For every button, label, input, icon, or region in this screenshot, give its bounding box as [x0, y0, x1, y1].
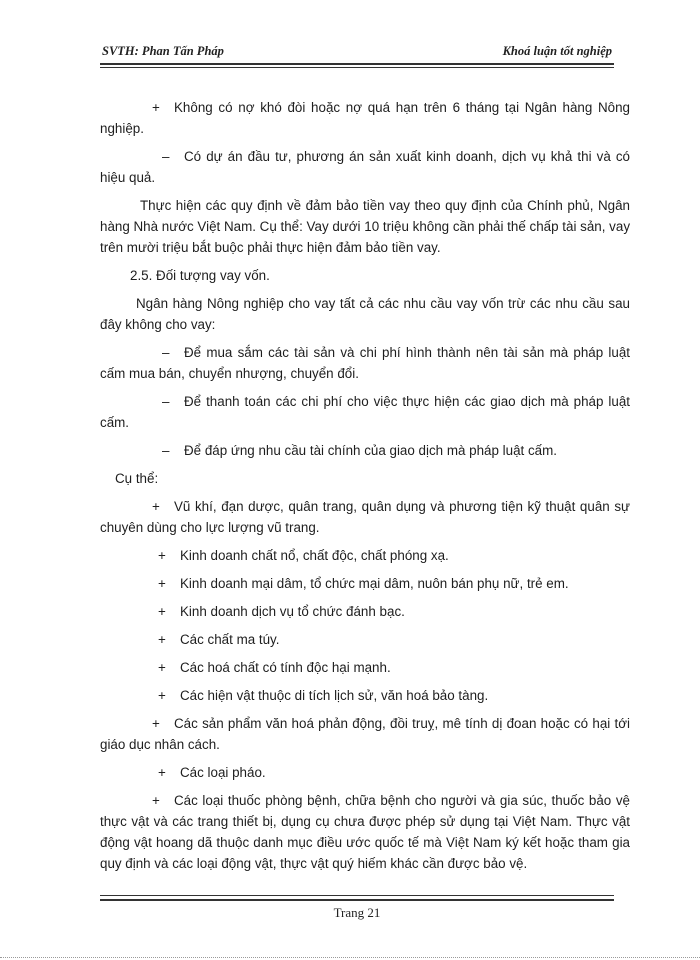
plus-bullet: +: [152, 100, 160, 115]
list-item: [100, 657, 630, 678]
plus-bullet: +: [158, 765, 166, 780]
header-author: SVTH: Phan Tấn Pháp: [102, 44, 224, 58]
list-item: [100, 713, 630, 755]
plus-bullet: +: [158, 604, 166, 619]
list-item-text: Để đáp ứng nhu cầu tài chính của giao dịch mà pháp luật cấm.: [184, 443, 557, 458]
document-body: [100, 97, 630, 874]
list-item-text: Kinh doanh dịch vụ tổ chức đánh bạc.: [180, 604, 405, 619]
list-item-text: Vũ khí, đạn dược, quân trang, quân dụng và phương tiện kỹ thuật quân sự chuyên dùng cho lực lượng vũ trang.: [100, 499, 630, 535]
page-bottom-border: [0, 957, 700, 958]
dash-bullet: –: [162, 443, 170, 458]
footer-rule-bottom: [100, 899, 614, 901]
list-item: [100, 573, 630, 594]
page-header: [100, 40, 614, 62]
list-item-prohibited-assets: [100, 342, 630, 384]
list-item-prohibited-finance: [100, 440, 630, 461]
list-item: [100, 545, 630, 566]
list-item-text: Các loại thuốc phòng bệnh, chữa bệnh cho người và gia súc, thuốc bảo vệ thực vật và các trang thiết bị, dụng cụ chưa được phép sử dụng tại Việt Nam. Thực vật động vật hoang dã thuộc danh mục điều ước quốc tế mà Việt Nam ký kết hoặc tham gia quy định và các loại động vật, thực vật quý hiếm khác cần được bảo vệ.: [100, 793, 630, 871]
list-item-text: Kinh doanh mại dâm, tổ chức mại dâm, nuôn bán phụ nữ, trẻ em.: [180, 576, 569, 591]
label-cu-the: Cụ thể:: [115, 471, 159, 486]
page-number: Trang 21: [333, 905, 381, 920]
paragraph-investment-project: [100, 146, 630, 188]
list-item-text: Các loại pháo.: [180, 765, 266, 780]
plus-bullet: +: [152, 716, 160, 731]
paragraph-loan-purposes: Ngân hàng Nông nghiệp cho vay tất cả các nhu cầu vay vốn trừ các nhu cầu sau đây không cho vay:: [100, 296, 630, 332]
list-item-text: Các sản phẩm văn hoá phản động, đồi truỵ, mê tính dị đoan hoặc có hại tới giáo dục nhân cách.: [100, 716, 630, 752]
list-item-text: Để mua sắm các tài sản và chi phí hình thành nên tài sản mà pháp luật cấm mua bán, chuyển nhượng, chuyển đổi.: [100, 345, 630, 381]
section-heading: 2.5. Đối tượng vay vốn.: [130, 268, 270, 283]
plus-bullet: +: [158, 660, 166, 675]
header-rule-top: [100, 63, 614, 65]
header-title: Khoá luận tốt nghiệp: [502, 44, 612, 58]
list-item: [100, 629, 630, 650]
plus-bullet: +: [152, 793, 160, 808]
list-item-text: Để thanh toán các chi phí cho việc thực hiện các giao dịch mà pháp luật cấm.: [100, 394, 630, 430]
list-item: [100, 790, 630, 874]
plus-bullet: +: [158, 688, 166, 703]
paragraph-text: Không có nợ khó đòi hoặc nợ quá hạn trên 6 tháng tại Ngân hàng Nông nghiệp.: [100, 100, 630, 136]
list-item-prohibited-transactions: [100, 391, 630, 433]
list-item: [100, 762, 630, 783]
plus-bullet: +: [152, 499, 160, 514]
paragraph-loan-guarantee: Thực hiện các quy định về đảm bảo tiền vay theo quy định của Chính phủ, Ngân hàng Nhà nước Việt Nam. Cụ thể: Vay dưới 10 triệu không cần phải thế chấp tài sản, vay trên mười triệu bắt buộc phải thực hiện đảm bảo tiền vay.: [100, 198, 631, 255]
header-rule-bottom: [100, 67, 614, 68]
list-item-text: Các hoá chất có tính độc hại mạnh.: [180, 660, 391, 675]
footer-rule-top: [100, 895, 614, 896]
paragraph-text: Có dự án đầu tư, phương án sản xuất kinh doanh, dịch vụ khả thi và có hiệu quả.: [100, 149, 630, 185]
list-item-text: Các hiện vật thuộc di tích lịch sử, văn hoá bảo tàng.: [180, 688, 489, 703]
dash-bullet: –: [162, 394, 170, 409]
dash-bullet: –: [162, 149, 170, 164]
paragraph-no-bad-debt: [100, 97, 630, 139]
list-item: [100, 685, 630, 706]
list-item-text: Kinh doanh chất nổ, chất độc, chất phóng xạ.: [180, 548, 449, 563]
list-item: [100, 601, 630, 622]
plus-bullet: +: [158, 632, 166, 647]
plus-bullet: +: [158, 576, 166, 591]
list-item-text: Các chất ma túy.: [180, 632, 280, 647]
list-item: [100, 496, 630, 538]
plus-bullet: +: [158, 548, 166, 563]
dash-bullet: –: [162, 345, 170, 360]
